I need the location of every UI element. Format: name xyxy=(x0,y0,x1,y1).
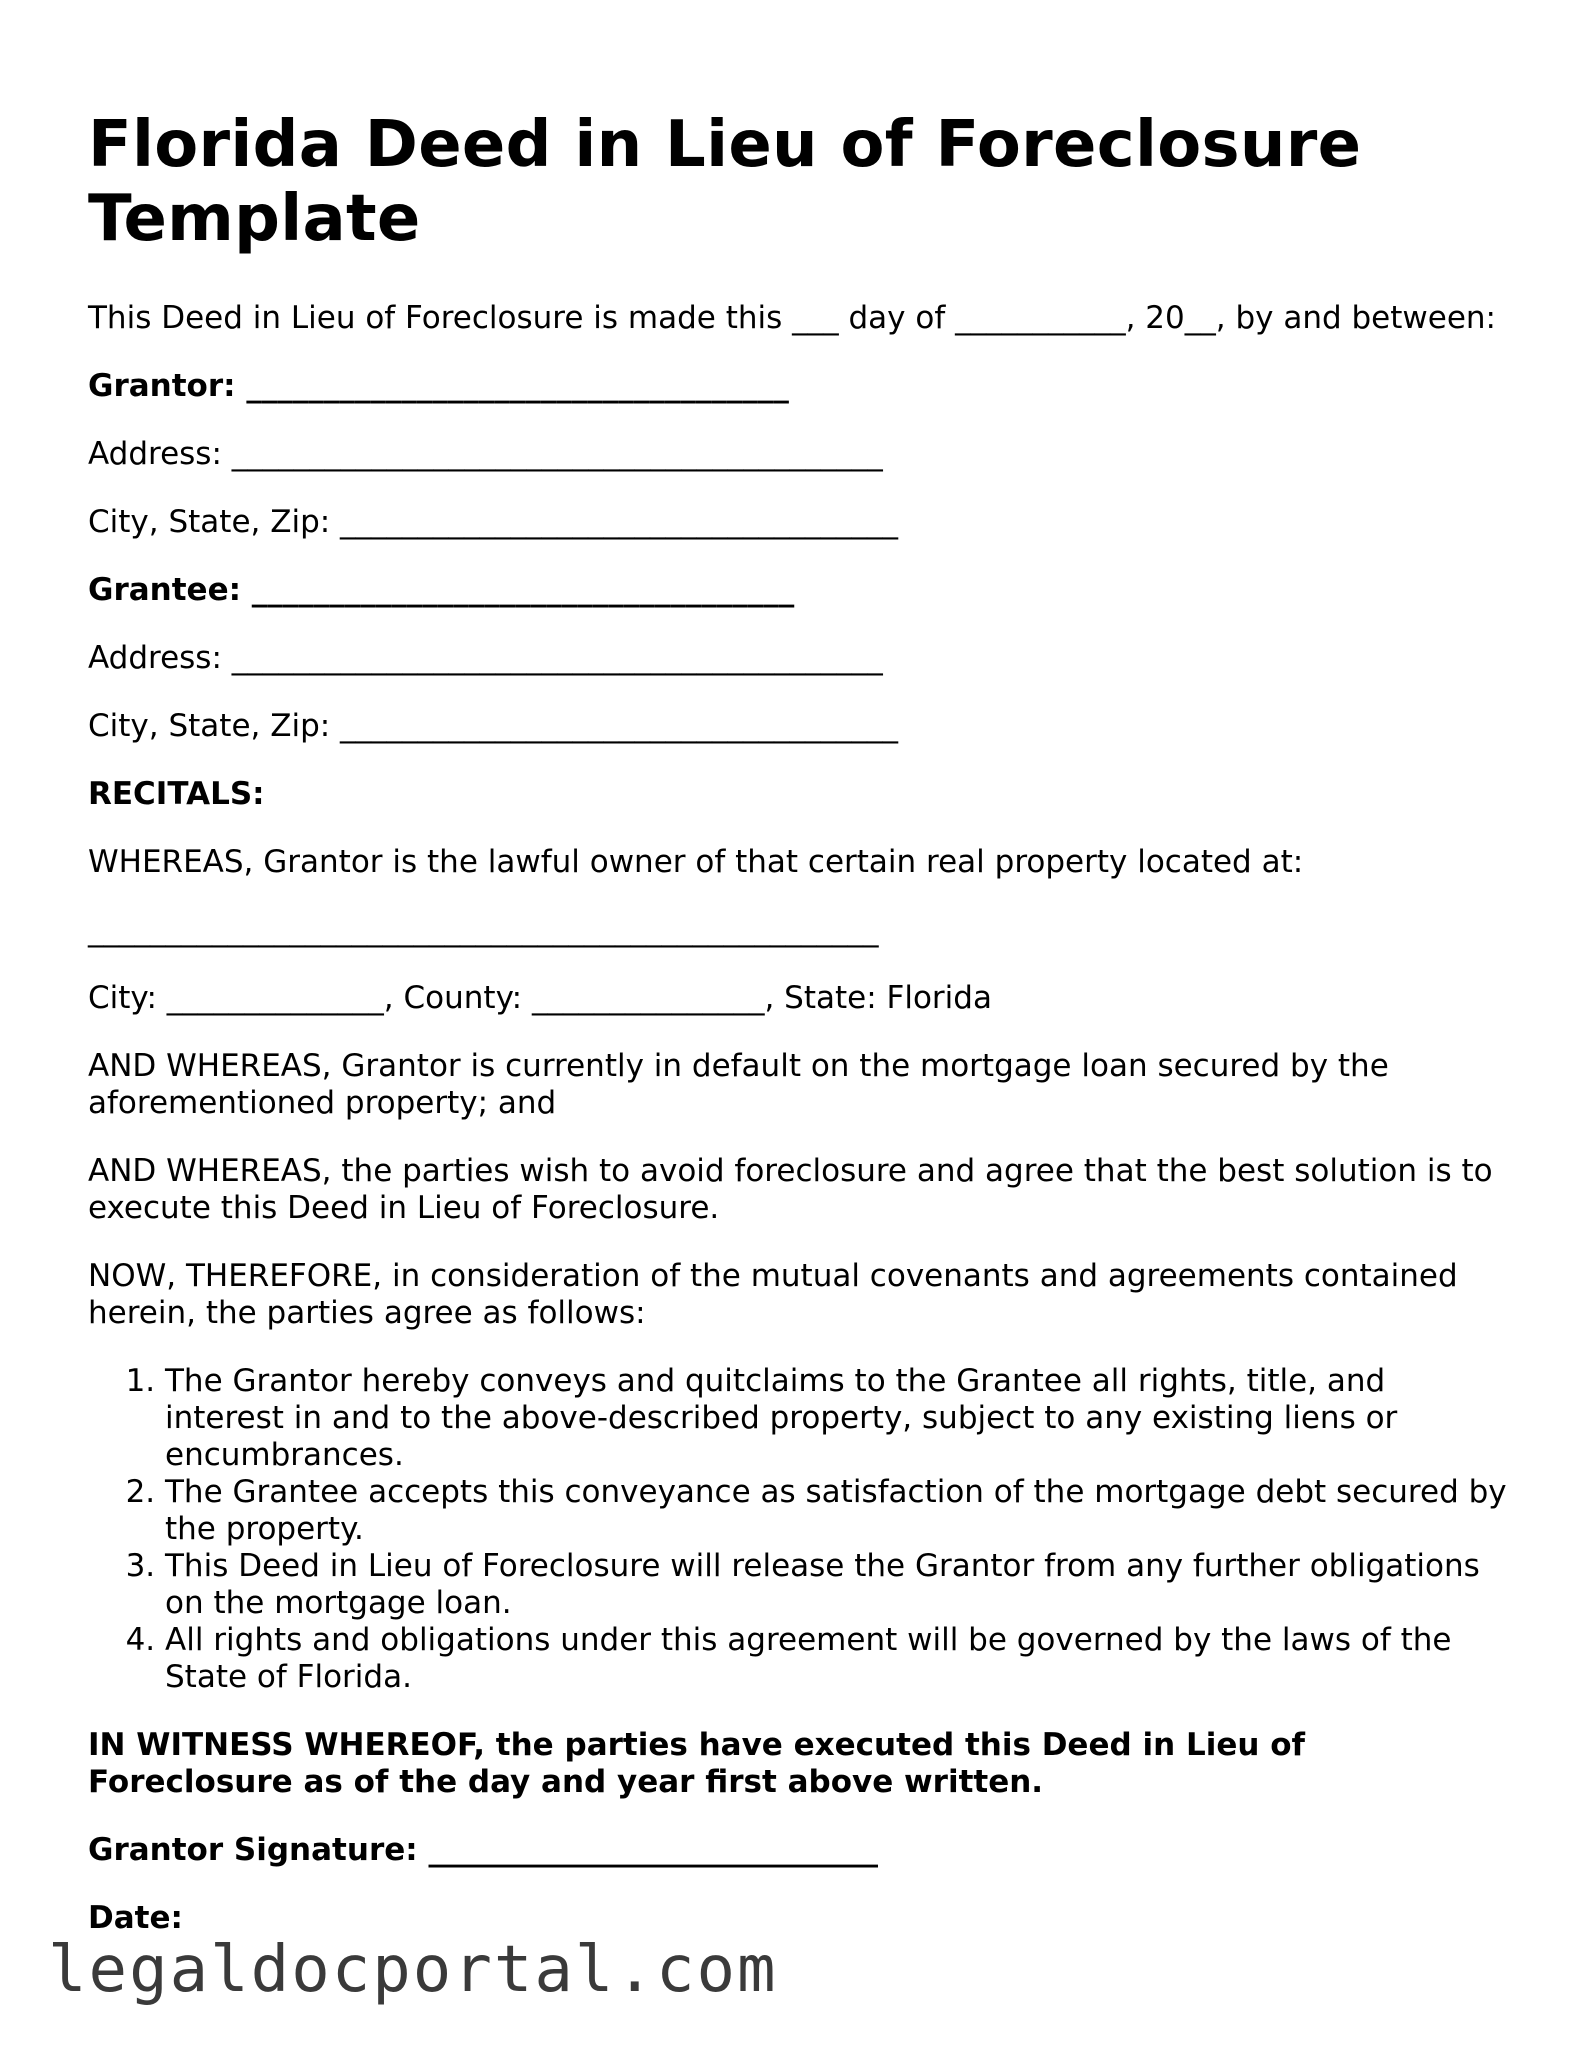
grantor-city-state-zip-line: City, State, Zip: ____________________________________ xyxy=(88,504,899,540)
whereas-default: AND WHEREAS, Grantor is currently in default on the mortgage loan secured by the aforementioned property; and xyxy=(88,1048,1389,1121)
intro-paragraph: This Deed in Lieu of Foreclosure is made this ___ day of ___________, 20__, by and between: xyxy=(88,300,1497,336)
watermark-text: legaldocportal.com xyxy=(48,1933,778,2007)
whereas-ownership: WHEREAS, Grantor is the lawful owner of that certain real property located at: xyxy=(88,844,1304,880)
now-therefore-paragraph: NOW, THEREFORE, in consideration of the mutual covenants and agreements contained herein, the parties agree as follows: xyxy=(88,1258,1458,1331)
grantee-city-state-zip-line: City, State, Zip: ____________________________________ xyxy=(88,708,899,744)
city-county-state-line: City: ______________, County: _______________, State: Florida xyxy=(88,980,992,1016)
term-item: 2. The Grantee accepts this conveyance as satisfaction of the mortgage debt secured by the property. xyxy=(165,1474,1508,1548)
terms-list xyxy=(88,1363,1508,1696)
grantor-name-blank: ___________________________________ xyxy=(235,368,789,404)
grantee-name-blank: ___________________________________ xyxy=(241,572,795,608)
whereas-avoid-foreclosure: AND WHEREAS, the parties wish to avoid foreclosure and agree that the best solution is to execute this Deed in Lieu of Foreclosure. xyxy=(88,1153,1493,1226)
grantor-label: Grantor: xyxy=(88,368,236,404)
grantee-address-line: Address: __________________________________________ xyxy=(88,640,883,676)
recitals-heading: RECITALS: xyxy=(88,776,265,812)
document-page xyxy=(88,108,1508,1968)
grantor-line xyxy=(88,368,1508,405)
property-address-blank: ___________________________________________________ xyxy=(88,912,879,948)
grantor-address-line: Address: __________________________________________ xyxy=(88,436,883,472)
term-item: 4. All rights and obligations under this agreement will be governed by the laws of the State of Florida. xyxy=(165,1622,1508,1696)
term-item: 3. This Deed in Lieu of Foreclosure will release the Grantor from any further obligations on the mortgage loan. xyxy=(165,1548,1508,1622)
grantee-label: Grantee: xyxy=(88,572,241,608)
term-item: 1. The Grantor hereby conveys and quitclaims to the Grantee all rights, title, and interest in and to the above-described property, subject to any existing liens or encumbrances. xyxy=(165,1363,1508,1474)
grantor-signature-line: Grantor Signature: _____________________________ xyxy=(88,1832,878,1868)
grantee-line xyxy=(88,572,1508,609)
witness-paragraph: IN WITNESS WHEREOF, the parties have executed this Deed in Lieu of Foreclosure as of the day and year first above written. xyxy=(88,1727,1306,1800)
date-label: Date: xyxy=(88,1900,183,1936)
document-title: Florida Deed in Lieu of Foreclosure Template xyxy=(88,108,1362,256)
